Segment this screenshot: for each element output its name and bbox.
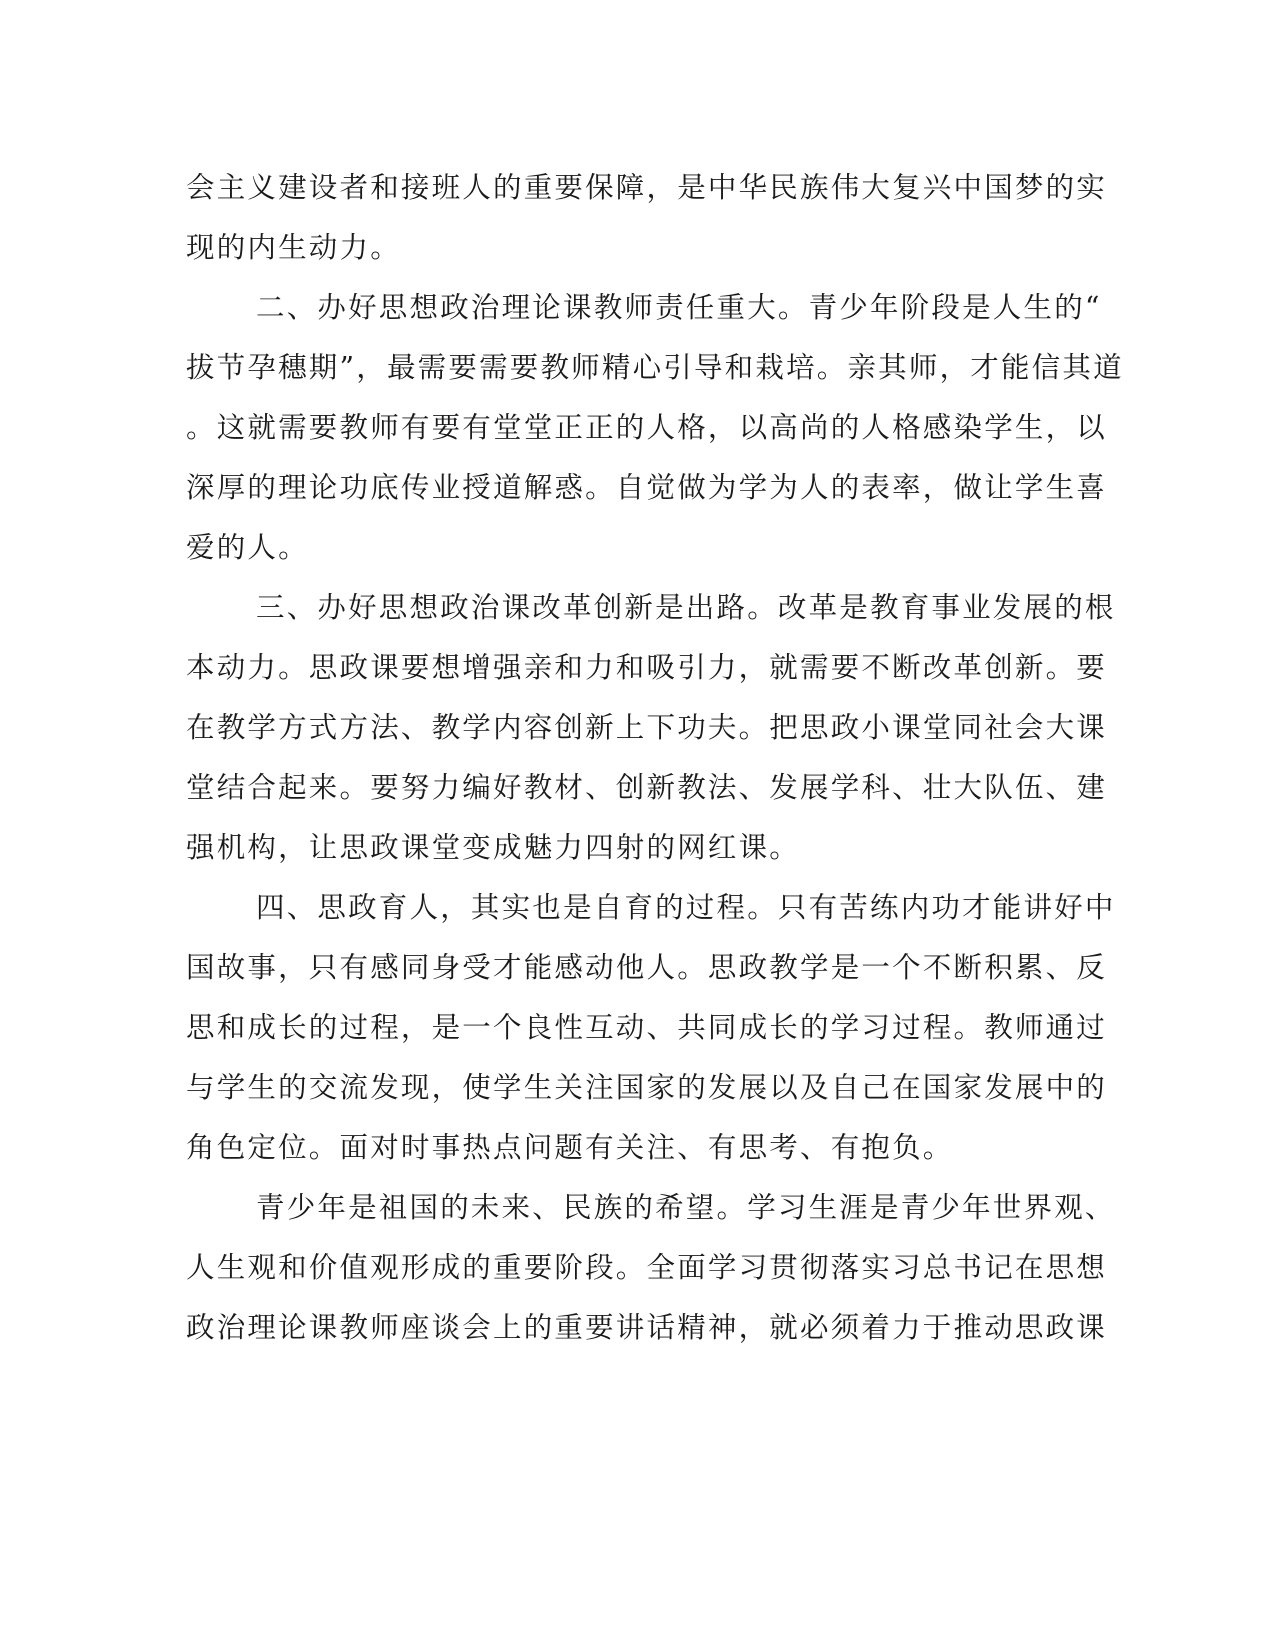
text-line: 会主义建设者和接班人的重要保障，是中华民族伟大复兴中国梦的实 [186, 171, 1108, 204]
text-line: 爱的人。 [186, 531, 309, 564]
text-line: 思和成长的过程，是一个良性互动、共同成长的学习过程。教师通过 [186, 1011, 1108, 1044]
body-text [186, 158, 1124, 1358]
text-line: 深厚的理论功底传业授道解惑。自觉做为学为人的表率，做让学生喜 [186, 471, 1108, 504]
paragraph-start-line: 三、办好思想政治课改革创新是出路。改革是教育事业发展的根 [256, 591, 1116, 624]
paragraph-start-line: 四、思政育人，其实也是自育的过程。只有苦练内功才能讲好中 [256, 891, 1116, 924]
text-line: 人生观和价值观形成的重要阶段。全面学习贯彻落实习总书记在思想 [186, 1251, 1108, 1284]
text-line: 与学生的交流发现，使学生关注国家的发展以及自己在国家发展中的 [186, 1071, 1108, 1104]
text-line: 国故事，只有感同身受才能感动他人。思政教学是一个不断积累、反 [186, 951, 1108, 984]
text-line: 角色定位。面对时事热点问题有关注、有思考、有抱负。 [186, 1131, 954, 1164]
text-line: 本动力。思政课要想增强亲和力和吸引力，就需要不断改革创新。要 [186, 651, 1108, 684]
text-line: 强机构，让思政课堂变成魅力四射的网红课。 [186, 831, 801, 864]
text-line: 政治理论课教师座谈会上的重要讲话精神，就必须着力于推动思政课 [186, 1311, 1108, 1344]
text-line: 拔节孕穗期”，最需要需要教师精心引导和栽培。亲其师，才能信其道 [186, 351, 1124, 384]
paragraph-start-line: 青少年是祖国的未来、民族的希望。学习生涯是青少年世界观、 [256, 1191, 1116, 1224]
paragraph-start-line: 二、办好思想政治理论课教师责任重大。青少年阶段是人生的“ [256, 291, 1102, 324]
text-line: 。这就需要教师有要有堂堂正正的人格，以高尚的人格感染学生，以 [186, 411, 1108, 444]
text-line: 现的内生动力。 [186, 231, 401, 264]
text-line: 堂结合起来。要努力编好教材、创新教法、发展学科、壮大队伍、建 [186, 771, 1108, 804]
text-line: 在教学方式方法、教学内容创新上下功夫。把思政小课堂同社会大课 [186, 711, 1108, 744]
